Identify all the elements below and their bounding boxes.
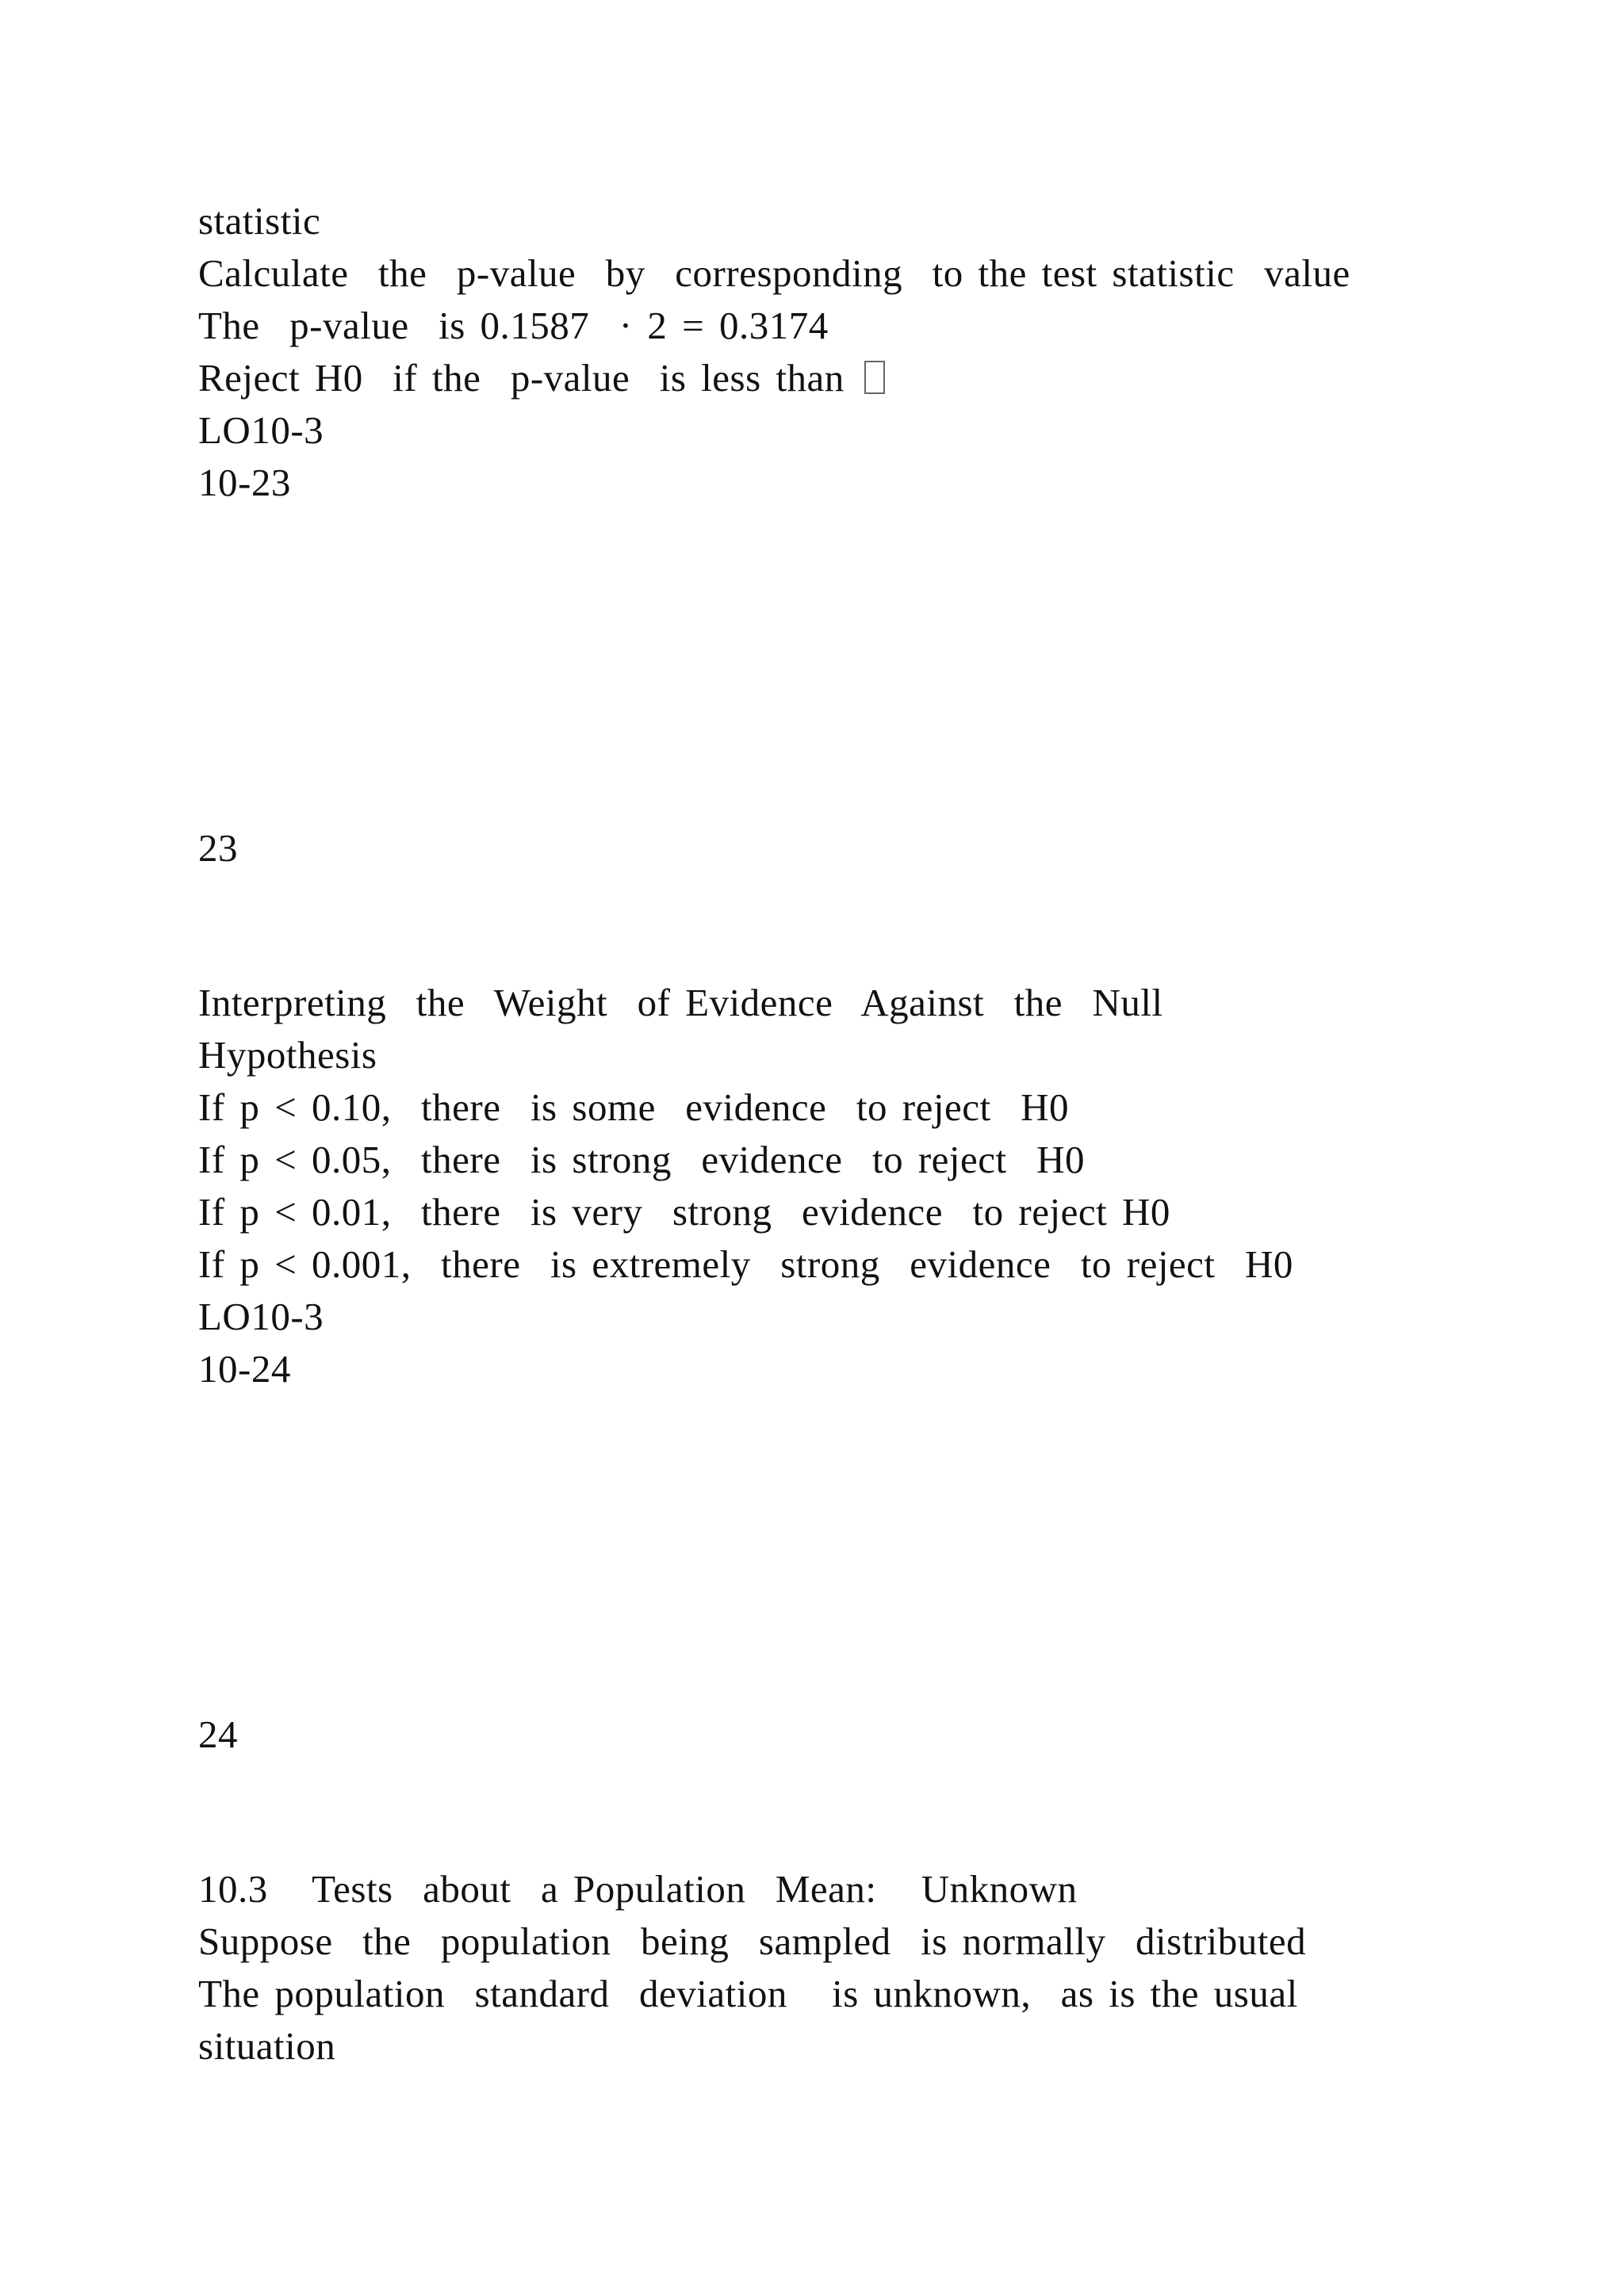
text-line-reject-label: Reject H0 if the p-value is less than <box>198 356 860 400</box>
page-number <box>198 1709 1546 1761</box>
text-block-p-value <box>198 195 1546 509</box>
text-line: The population standard deviation is unknown, as is the usual <box>198 1972 1298 2015</box>
learning-objective-label: LO10-3 <box>198 408 324 452</box>
text-line: situation <box>198 2024 336 2068</box>
text-line: Calculate the p-value by corresponding to the test statistic value <box>198 251 1350 295</box>
page-number-text: 24 <box>198 1712 238 1756</box>
text-line-reject <box>198 352 1546 404</box>
page-number <box>198 822 1546 874</box>
missing-glyph-box-icon <box>864 361 885 394</box>
text-line: If p < 0.01, there is very strong evidence to reject H0 <box>198 1190 1170 1234</box>
section-heading-continued: Hypothesis <box>198 1033 377 1077</box>
learning-objective-label: LO10-3 <box>198 1295 324 1338</box>
text-line: If p < 0.05, there is strong evidence to reject H0 <box>198 1138 1086 1181</box>
section-heading: 10.3 Tests about a Population Mean: Unknown <box>198 1867 1078 1911</box>
text-line: If p < 0.001, there is extremely strong evidence to reject H0 <box>198 1242 1293 1286</box>
text-block-weight-of-evidence <box>198 977 1546 1395</box>
slide-number-label: 10-24 <box>198 1347 291 1391</box>
page-number-text: 23 <box>198 826 238 870</box>
text-line: statistic <box>198 199 321 243</box>
section-heading: Interpreting the Weight of Evidence Against the Null <box>198 981 1163 1024</box>
text-line: The p-value is 0.1587 · 2 = 0.3174 <box>198 304 829 347</box>
text-line: If p < 0.10, there is some evidence to reject H0 <box>198 1085 1069 1129</box>
slide-number-label: 10-23 <box>198 461 291 504</box>
text-line: Suppose the population being sampled is normally distributed <box>198 1919 1307 1963</box>
text-block-population-mean <box>198 1863 1546 2072</box>
